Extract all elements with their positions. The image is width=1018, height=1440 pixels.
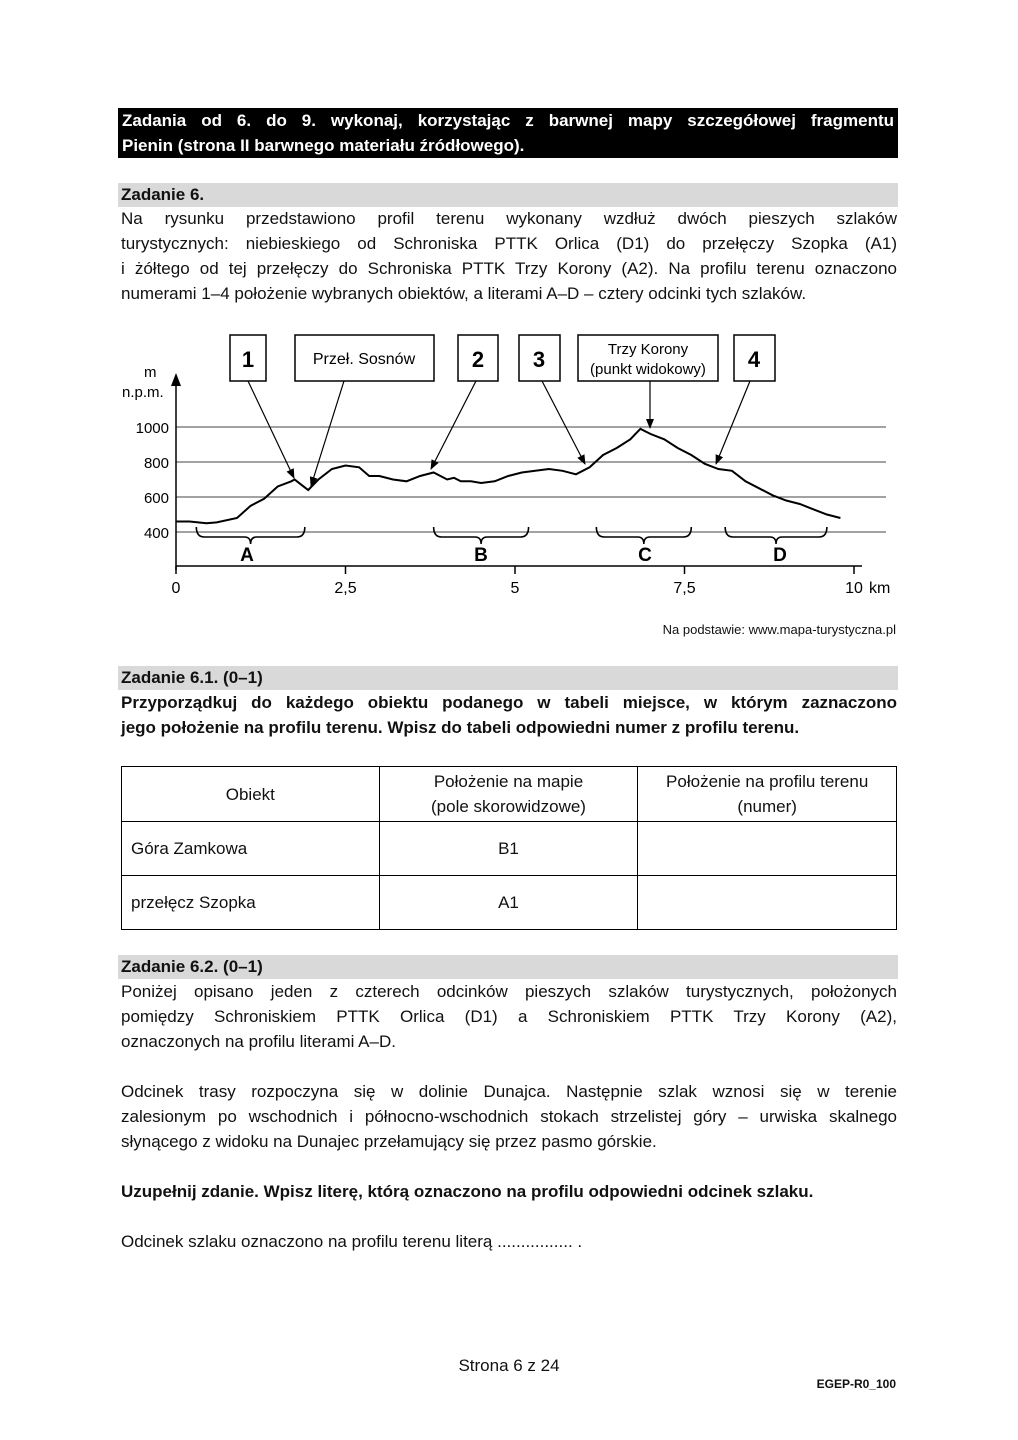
y-tick-label: 400 [143,525,169,542]
source-note: Na podstawie: www.mapa-turystyczna.pl [662,622,896,637]
y-tick-labels [136,420,169,542]
task-6-2-intro-line: oznaczonych na profilu literami A–D. [121,1032,396,1051]
task-6-2-title: Zadanie 6.2. (0–1) [118,955,898,979]
trail-segments [196,527,827,544]
task-6-intro-line: i żółtego od tej przełęczy do Schroniska PTTK Trzy Korony (A2). Na profilu terenu oznaczono [121,259,897,278]
header-object [122,767,380,822]
task-6-2-answer-line[interactable]: Odcinek szlaku oznaczono na profilu terenu literą ................ . [121,1232,583,1251]
header-profile-position [638,767,897,822]
table-row [122,822,897,876]
cell-map-position: B1 [379,822,638,876]
task-6-1-instruction-line: jego położenie na profilu terenu. Wpisz do tabeli odpowiedni numer z profilu terenu. [121,718,800,737]
cell-object: przełęcz Szopka [122,876,380,930]
task-6-2-intro-line: Poniżej opisano jeden z czterech odcinków pieszych szlaków turystycznych, położonych [121,982,897,1001]
x-tick-label: 7,5 [673,580,696,597]
pointer-arrow-3 [542,381,585,464]
segment-bracket-a [196,527,304,544]
header-profile-position-line: (numer) [737,797,797,816]
x-tick-label: 5 [510,580,520,597]
objects-table [121,766,897,930]
task-6-2-description [121,1079,897,1154]
segment-label-a: A [240,545,254,566]
table-header-row [122,767,897,822]
table-row [122,876,897,930]
pointer-arrow-sosnow [311,381,344,486]
header-object-text: Obiekt [225,784,275,804]
label-sosnow: Przeł. Sosnów [312,351,416,368]
tasks-header-line-1: Zadania od 6. do 9. wykonaj, korzystając z barwnej mapy szczegółowej fragmentu [122,111,894,130]
gridlines [176,427,886,532]
task-6-1-title: Zadanie 6.1. (0–1) [118,666,898,690]
label-4: 4 [747,347,761,372]
y-tick-label: 1000 [135,420,169,437]
terrain-profile-chart [0,320,1018,610]
task-6-intro [121,206,897,306]
task-6-title: Zadanie 6. [118,183,898,207]
task-6-2-intro-line: pomiędzy Schroniskiem PTTK Orlica (D1) a Schroniskiem PTTK Trzy Korony (A2), [121,1007,897,1026]
segment-bracket-c [596,527,691,544]
y-axis-unit: n.p.m. [122,384,164,401]
segment-bracket-d [725,527,827,544]
pointer-arrow-4 [716,381,750,464]
label-1: 1 [241,347,255,372]
segment-label-c: C [638,545,652,566]
header-map-position-line: Położenie na mapie [433,772,584,791]
cell-object: Góra Zamkowa [122,822,380,876]
answer-cell[interactable] [638,876,897,930]
y-tick-label: 600 [143,490,169,507]
label-3: 3 [532,347,546,372]
pointer-arrow-2 [431,381,476,469]
segment-bracket-b [434,527,529,544]
task-6-1-instruction [121,690,897,740]
header-profile-position-line: Położenie na profilu terenu [666,772,869,791]
segment-label-b: B [474,545,488,566]
tasks-header-line-2: Pienin (strona II barwnego materiału źródłowego). [122,136,525,155]
task-6-2-description-line: słynącego z widoku na Dunajec przełamujący się przez pasmo górskie. [121,1132,657,1151]
label-2: 2 [471,347,485,372]
task-6-2-description-line: zalesionym po wschodnich i północno-wschodnich stokach strzelistej góry – urwiska skalnego [121,1107,897,1126]
answer-cell[interactable] [638,822,897,876]
y-tick-label: 800 [143,455,169,472]
header-map-position [379,767,638,822]
task-6-2-instruction: Uzupełnij zdanie. Wpisz literę, którą oznaczono na profilu odpowiedni odcinek szlaku. [121,1182,814,1201]
task-6-1-instruction-line: Przyporządkuj do każdego obiektu podanego w tabeli miejsce, w którym zaznaczono [121,693,897,712]
x-axis-unit: km [869,580,891,597]
x-tick-label: 10 [845,580,863,597]
task-6-intro-line: turystycznych: niebieskiego od Schroniska PTTK Orlica (D1) do przełęczy Szopka (A1) [121,234,897,253]
x-tick-labels [172,566,863,597]
segment-label-d: D [773,545,787,566]
label-korony-line-2: (punkt widokowy) [590,361,706,378]
x-tick-label: 2,5 [334,580,357,597]
y-axis-unit: m [144,364,157,381]
task-6-2-description-line: Odcinek trasy rozpoczyna się w dolinie Dunajca. Następnie szlak wznosi się w terenie [121,1082,897,1101]
pointer-arrow-1 [248,381,294,478]
cell-map-position: A1 [379,876,638,930]
tasks-header [118,108,898,158]
y-axis-arrow [171,373,181,386]
exam-code: EGEP-R0_100 [816,1377,896,1391]
x-tick-label: 0 [171,580,181,597]
task-6-2-intro [121,979,897,1054]
header-map-position-line: (pole skorowidzowe) [431,797,586,816]
task-6-intro-line: numerami 1–4 położenie wybranych obiektów, a literami A–D – cztery odcinki tych szlaków. [121,284,807,303]
task-6-intro-line: Na rysunku przedstawiono profil terenu wykonany wzdłuż dwóch pieszych szlaków [121,209,897,228]
label-korony-line-1: Trzy Korony [607,341,689,358]
page-number: Strona 6 z 24 [458,1356,560,1375]
elevation-profile-line [176,429,840,524]
